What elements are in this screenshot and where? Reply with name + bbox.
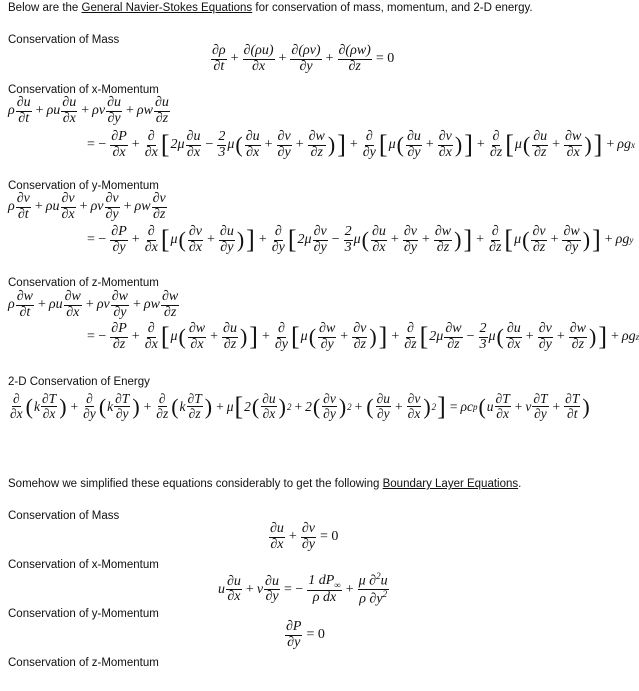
equation-y-momentum-lhs: ρ ∂v ∂t + ρu $\frac{\partial v}{\partial x}$ + ρv $\frac{\partial v}{\partial y}$ + ρw $\frac{\partial v}{\partial z}$ bbox=[8, 191, 166, 222]
heading-energy: 2-D Conservation of Energy bbox=[8, 376, 150, 388]
heading-y-momentum: Conservation of y-Momentum bbox=[8, 180, 159, 192]
bl-equation-x-momentum: u ∂u ∂x + v $\frac{\partial u}{\partial y}$ = − $\frac{1 dP_\infty}{\text{ρ dx}}$ + $\frac{\mu \partial^2u}{\rho \partial y^2}$ bbox=[218, 571, 388, 607]
bl-heading-mass: Conservation of Mass bbox=[8, 510, 120, 522]
bl-equation-y-momentum: $\frac{\partial P}{\partial y}$ = 0 bbox=[286, 619, 325, 650]
simplified-text bbox=[8, 478, 521, 490]
intro-text bbox=[8, 2, 533, 14]
simplified-post: . bbox=[518, 478, 522, 490]
equation-x-momentum-lhs: ρ ∂u ∂t + ρu $\frac{\partial u}{\partial x}$ + ρv $\frac{\partial u}{\partial y}$ + ρw $\frac{\partial u}{\partial z}$ bbox=[8, 95, 169, 126]
equation-z-momentum-lhs: ρ ∂w ∂t + ρu $\frac{\partial w}{\partial x}$ + ρv $\frac{\partial w}{\partial y}$ + ρw $\frac{\partial w}{\partial z}$ bbox=[8, 289, 179, 320]
bl-heading-y-momentum: Conservation of y-Momentum bbox=[8, 608, 159, 620]
equation-mass: ∂ρ ∂t + $\frac{\partial(\rho u)}{\partial x}$ + $\frac{\partial(\rho v)}{\partial y}$ + $\frac{\partial(\rho w)}{\partial z}$ = 0 bbox=[212, 43, 395, 74]
heading-x-momentum: Conservation of x-Momentum bbox=[8, 84, 159, 96]
bl-heading-z-momentum: Conservation of z-Momentum bbox=[8, 657, 159, 669]
navier-stokes-link[interactable]: General Navier-Stokes Equations bbox=[81, 2, 253, 14]
intro-pre: Below are the bbox=[8, 2, 82, 14]
heading-z-momentum: Conservation of z-Momentum bbox=[8, 277, 159, 289]
equation-y-momentum-rhs: = − $\frac{\partial P}{\partial y}$ + ∂ ∂x [ μ ( ∂v ∂x + $\frac{\partial u}{\partial y}$ ) ] + ∂ ∂y [ 2μ ∂v ∂y − $\frac{2}{3}$ μ ( ∂u ∂x + $\frac{\partial v}{\partial y}$ + $\frac{\partial w}{\partial z}$ ) ] + ∂ ∂z [ μ ( ∂v ∂z + $\frac{\partial w}{\partial y}$ ) ] + ρg y bbox=[87, 224, 634, 255]
equation-x-momentum-rhs: = − $\frac{\partial P}{\partial x}$ + ∂ ∂x [ 2μ ∂u ∂x − $\frac{2}{3}$ μ ( ∂u ∂x + $\frac{\partial v}{\partial y}$ + $\frac{\partial w}{\partial z}$ ) ] + ∂ ∂y [ μ ( ∂u ∂y + $\frac{\partial v}{\partial x}$ ) ] + ∂ ∂z [ μ ( ∂u ∂z + $\frac{\partial w}{\partial x}$ ) ] + ρg x bbox=[87, 129, 635, 160]
boundary-layer-link[interactable]: Boundary Layer Equations bbox=[382, 478, 519, 490]
simplified-pre: Somehow we simplified these equations considerably to get the following bbox=[8, 478, 383, 490]
heading-mass: Conservation of Mass bbox=[8, 34, 120, 46]
equation-energy: ∂ ∂x ( k ∂T ∂x ) + ∂ ∂y ( k ∂T ∂y ) + ∂ ∂z ( k ∂T ∂z ) + μ [ 2 ( ∂u ∂x ) 2 + 2 ( ∂v ∂y ) 2 + ( ∂u ∂y + $\frac{\partial v}{\partial x}$ ) 2 ] = ρc p ( u ∂T ∂x + v $\frac{\partial T}{\partial y}$ + $\frac{\partial T}{\partial t}$ ) bbox=[10, 391, 590, 422]
equation-z-momentum-rhs: = − $\frac{\partial P}{\partial z}$ + ∂ ∂x [ μ ( ∂w ∂x + $\frac{\partial u}{\partial z}$ ) ] + ∂ ∂y [ μ ( ∂w ∂y + $\frac{\partial v}{\partial z}$ ) ] + ∂ ∂z [ 2μ ∂w ∂z − $\frac{2}{3}$ μ ( ∂u ∂x + $\frac{\partial v}{\partial y}$ + $\frac{\partial w}{\partial z}$ ) ] + ρg z bbox=[87, 321, 639, 352]
intro-post: for conservation of mass, momentum, and 2-D energy. bbox=[252, 2, 533, 14]
bl-heading-x-momentum: Conservation of x-Momentum bbox=[8, 559, 159, 571]
bl-equation-mass: ∂u ∂x + $\frac{\partial v}{\partial y}$ = 0 bbox=[270, 521, 339, 552]
